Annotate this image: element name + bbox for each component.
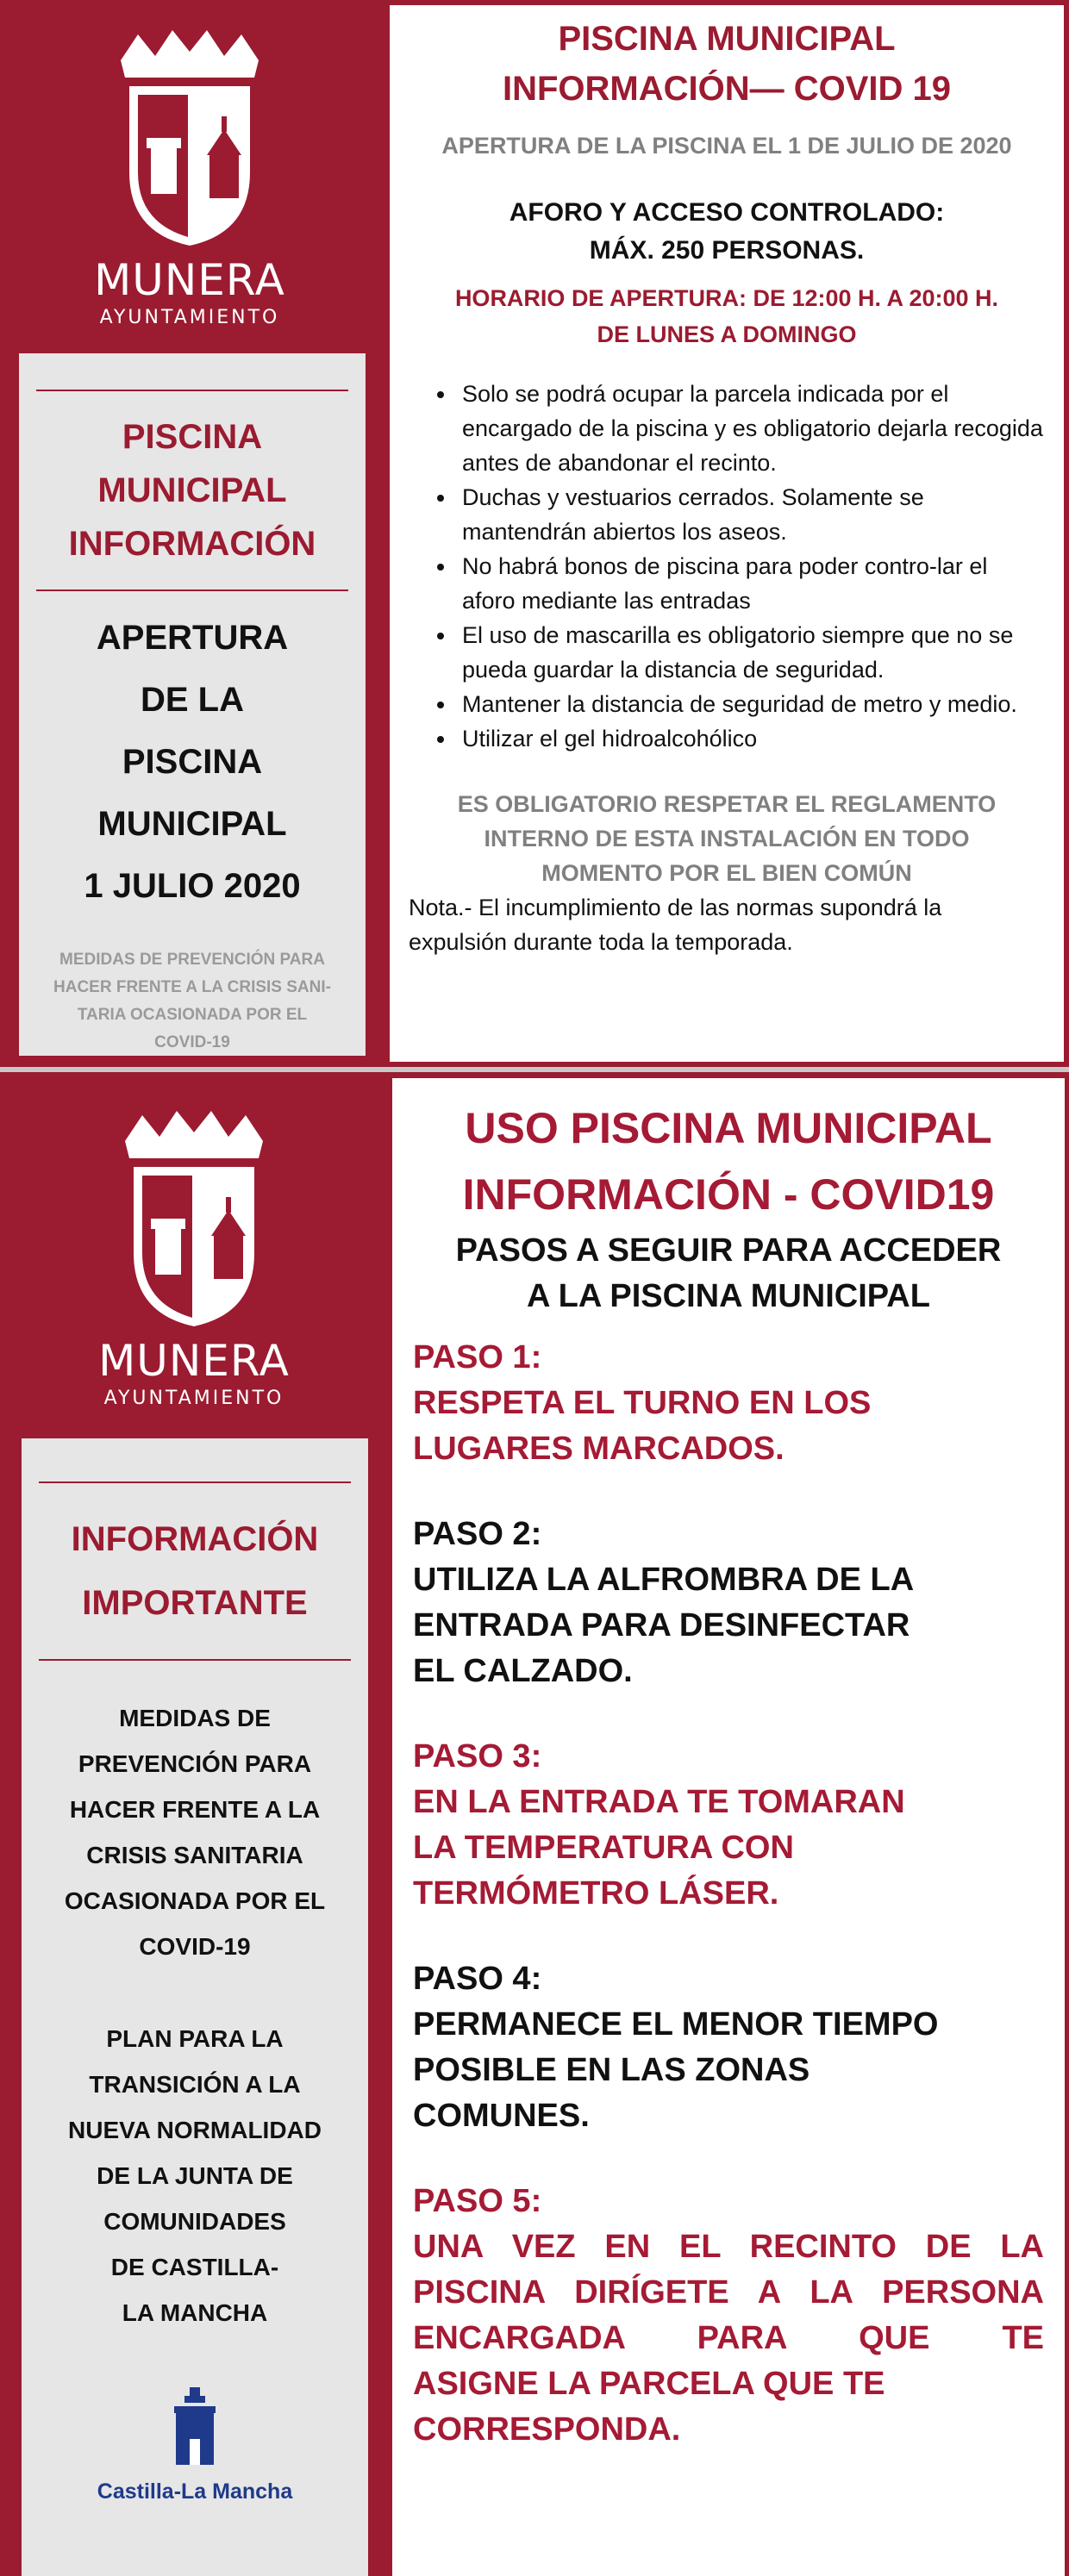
castle-icon bbox=[169, 2387, 221, 2467]
bottom-panel bbox=[0, 1067, 1069, 2576]
top-info-card bbox=[390, 5, 1064, 1062]
coat-of-arms-icon bbox=[116, 1107, 272, 1331]
region-name: Castilla-La Mancha bbox=[97, 2479, 293, 2504]
list-item: • Mantener la distancia de seguridad de metro y medio. bbox=[457, 687, 1045, 721]
town-subtitle: AYUNTAMIENTO bbox=[103, 1388, 284, 1409]
list-item: • Duchas y vestuarios cerrados. Solamente se mantendrán abiertos los aseos. bbox=[457, 480, 1045, 549]
list-item: • Utilizar el gel hidroalcohólico bbox=[457, 721, 1045, 756]
coat-of-arms-icon bbox=[112, 26, 267, 250]
card-title: USO PISCINA MUNICIPAL INFORMACIÓN - COVID19 bbox=[462, 1104, 995, 1219]
opening-hours: HORARIO DE APERTURA: DE 12:00 H. A 20:00 H. DE LUNES A DOMINGO bbox=[454, 285, 999, 347]
divider bbox=[36, 589, 348, 591]
opening-date: APERTURA DE LA PISCINA EL 1 DE JULIO DE 2020 bbox=[441, 133, 1012, 159]
nota: Nota.- El incumplimiento de las normas supondrá la expulsión durante toda la temporada. bbox=[409, 895, 942, 955]
town-name: MUNERA bbox=[94, 255, 285, 305]
town-name: MUNERA bbox=[98, 1336, 290, 1386]
top-side-box bbox=[19, 353, 366, 1056]
list-item: • El uso de mascarilla es obligatorio siempre que no se pueda guardar la distancia de seguridad. bbox=[457, 618, 1045, 687]
step-5: PASO 5: UNA VEZ EN EL RECINTO DE LA PISCINA DIRÍGETE A LA PERSONA ENCARGADA PARA QUE TE ASIGNE LA PARCELA QUE TE CORRESPONDA. bbox=[413, 2183, 1044, 2448]
divider bbox=[39, 1659, 351, 1661]
side-note: MEDIDAS DE PREVENCIÓN PARA HACER FRENTE A LA CRISIS SANI- TARIA OCASIONADA POR EL COVID-19 bbox=[53, 951, 331, 1051]
top-panel bbox=[0, 0, 1069, 1067]
card-subtitle: PASOS A SEGUIR PARA ACCEDER A LA PISCINA MUNICIPAL bbox=[455, 1232, 1002, 1314]
divider bbox=[36, 390, 348, 391]
munera-logo-top bbox=[17, 26, 362, 328]
bottom-steps-card bbox=[392, 1078, 1065, 2576]
step-2: PASO 2: UTILIZA LA ALFROMBRA DE LA ENTRADA PARA DESINFECTAR EL CALZADO. bbox=[413, 1516, 915, 1689]
rules-list bbox=[409, 377, 1045, 756]
munera-logo-bottom bbox=[22, 1107, 366, 1409]
side-heading: PISCINA MUNICIPAL INFORMACIÓN bbox=[68, 418, 316, 563]
step-3: PASO 3: EN LA ENTRADA TE TOMARAN LA TEMPERATURA CON TERMÓMETRO LÁSER. bbox=[413, 1738, 905, 1912]
bottom-side-box bbox=[22, 1438, 368, 2576]
side-opening: APERTURA DE LA PISCINA MUNICIPAL 1 JULIO 2020 bbox=[84, 619, 301, 905]
step-1: PASO 1: RESPETA EL TURNO EN LOS LUGARES MARCADOS. bbox=[413, 1339, 872, 1467]
region-logo bbox=[22, 2387, 368, 2504]
list-item: • No habrá bonos de piscina para poder contro-lar el aforo mediante las entradas bbox=[457, 549, 1045, 618]
divider bbox=[39, 1481, 351, 1483]
town-subtitle: AYUNTAMIENTO bbox=[99, 307, 280, 328]
step-4: PASO 4: PERMANECE EL MENOR TIEMPO POSIBLE EN LAS ZONAS COMUNES. bbox=[413, 1961, 939, 2134]
capacity: AFORO Y ACCESO CONTROLADO: MÁX. 250 PERSONAS. bbox=[509, 198, 945, 265]
mandatory-notice: ES OBLIGATORIO RESPETAR EL REGLAMENTO INTERNO DE ESTA INSTALACIÓN EN TODO MOMENTO POR EL BIEN COMÚN bbox=[457, 791, 997, 886]
side-measures: MEDIDAS DE PREVENCIÓN PARA HACER FRENTE A LA CRISIS SANITARIA OCASIONADA POR EL COVID-19 bbox=[64, 1705, 326, 1960]
card-title: PISCINA MUNICIPAL INFORMACIÓN— COVID 19 bbox=[502, 20, 952, 108]
list-item: • Solo se podrá ocupar la parcela indicada por el encargado de la piscina y es obligatorio dejarla recogida antes de abandonar el recinto. bbox=[457, 377, 1045, 480]
side-plan: PLAN PARA LA TRANSICIÓN A LA NUEVA NORMALIDAD DE LA JUNTA DE COMUNIDADES DE CASTILLA- LA MANCHA bbox=[68, 2025, 322, 2326]
side-heading: INFORMACIÓN IMPORTANTE bbox=[71, 1520, 319, 1622]
